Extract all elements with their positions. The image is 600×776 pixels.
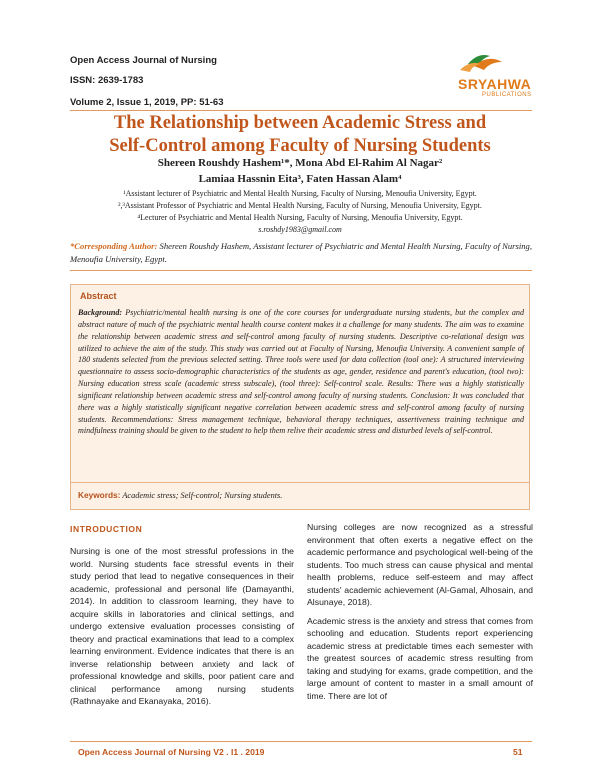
footer-journal: Open Access Journal of Nursing V2 . I1 . 2019 (78, 747, 265, 757)
abstract-text: Psychiatric/mental health nursing is one of the core courses for undergraduate nursing students, but the complex and abstract nature of much of the psychiatric mental health course content makes it a challenge for many students. The aim was to examine the relationship between academic stress and self-control among faculty of nursing students. Descriptive co-relational design was utilized to achieve the aim of the study. This study was carried out at Faculty of Nursing, Menoufia University. A convenient sample of 180 students selected from the previous selected setting. Three tools were used for data collection (tool one): A structured interviewing questionnaire to assess socio-demographic characteristics of the students as age, gender, residence and parent's education, (tool two): Nursing education stress scale (academic stress subscale), (tool three): Self-control scale. Results: There was a highly statistically significant relationship between academic stress and self-control among faculty of nursing students. Conclusion: It was concluded that there was a highly statistically significant negative correlation between academic stress and self-control among faculty of nursing students. Recommendations: Stress management technique, behavioral therapy techniques, assertiveness training technique and mindfulness training should be given to the student to help them relive their academic stress and disturbed levels of self-control. (78, 308, 524, 436)
journal-name: Open Access Journal of Nursing (70, 55, 217, 66)
keywords (78, 490, 524, 500)
page-number: 51 (513, 747, 523, 757)
abstract-body (78, 307, 524, 437)
intro-paragraph-2: Nursing colleges are now recognized as a stressful environment that often exerts a negative effect on the academic performance and psychological well-being of the students. Too much stress can cause physical and mental health problems, reduce self-esteem and may affect students' academic achievement (Al-Gamal, Alhosain, and Alsunaye, 2018). (307, 522, 533, 607)
corresponding-author (70, 240, 532, 265)
introduction-heading: INTRODUCTION (70, 524, 143, 534)
left-column (70, 545, 294, 714)
title-line-1: The Relationship between Academic Stress and (113, 113, 487, 133)
journal-volume: Volume 2, Issue 1, 2019, PP: 51-63 (70, 97, 224, 108)
affiliation-2: ²,³Assistant Professor of Psychiatric and Mental Health Nursing, Faculty of Nursing, Menoufia University, Egypt. (118, 201, 482, 210)
author-email: s.roshdy1983@gmail.com (258, 225, 342, 234)
article-title (60, 112, 540, 158)
keywords-text: Academic stress; Self-control; Nursing students. (120, 491, 283, 500)
affiliation-3: ⁴Lecturer of Psychiatric and Mental Health Nursing, Faculty of Nursing, Menoufia University, Egypt. (137, 213, 463, 222)
abstract-heading: Abstract (80, 291, 117, 301)
corresponding-label: *Corresponding Author: (70, 241, 158, 251)
affiliation-1: ¹Assistant lecturer of Psychiatric and Mental Health Nursing, Faculty of Nursing, Menoufia University, Egypt. (123, 189, 477, 198)
keywords-label: Keywords: (78, 490, 121, 500)
authors-line-1: Shereen Roushdy Hashem¹*, Mona Abd El-Rahim Al Nagar² (157, 157, 443, 169)
abstract-background-label: Background: (78, 308, 123, 317)
section-rule (70, 270, 532, 271)
header-rule (70, 110, 532, 111)
journal-issn: ISSN: 2639-1783 (70, 75, 144, 86)
title-line-2: Self-Control among Faculty of Nursing Students (109, 136, 491, 156)
right-column (307, 521, 533, 708)
footer-rule (70, 741, 532, 742)
intro-paragraph-3: Academic stress is the anxiety and stress that comes from schooling and education. Students report experiencing academic stress at predictable times each semester with the greatest sources of academic stress resulting from taking and studying for exams, grade competition, and the large amount of content to master in a small amount of time. There are lot of (307, 615, 533, 701)
logo-subtitle: PUBLICATIONS (482, 92, 532, 98)
intro-paragraph-1: Nursing is one of the most stressful professions in the world. Nursing students face stressful events in their study period that lead to negative consequences in their academic, professional and personal life (Damayanthi, 2014). In addition to classroom learning, they have to acquire skills in laboratories and clinical settings, and undergo extensive evaluation processes consisting of theory and practical examinations that lead to a complex learning environment. Evidence indicates that there is an inverse relationship between anxiety and lack of professional knowledge and skills, poor patient care and clinical performance among nursing students (Rathnayake and Ekanayaka, 2016). (70, 546, 294, 706)
authors-line-2: Lamiaa Hassnin Eita³, Faten Hassan Alam⁴ (198, 173, 402, 185)
logo-wordmark: SRYAHWA (458, 76, 532, 92)
abstract-divider (71, 482, 529, 483)
corresponding-text: Shereen Roushdy Hashem, Assistant lecturer of Psychiatric and Mental Health Nursing, Faculty of Nursing, Menoufia University, Egypt. (70, 241, 532, 264)
